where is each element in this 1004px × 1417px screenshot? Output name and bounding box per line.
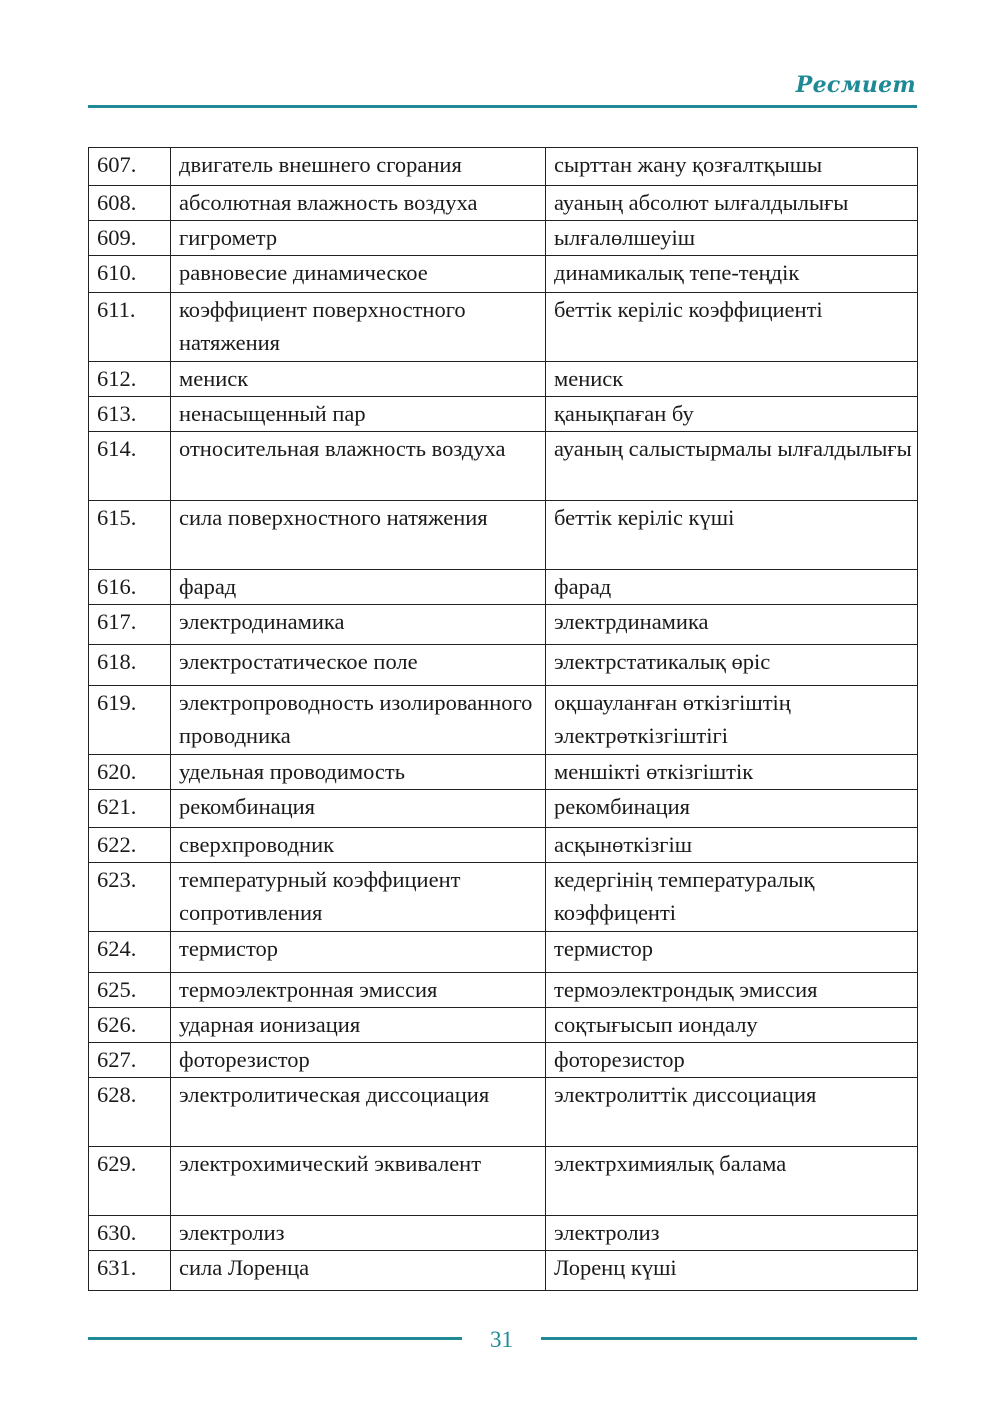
term-number: 627. [89,1043,171,1078]
table-row [89,686,918,755]
term-number: 619. [89,686,171,755]
term-kazakh: электрстатикалық өріс [546,645,918,686]
footer-divider-right [541,1337,917,1340]
term-russian: электролиз [171,1216,546,1251]
term-number: 617. [89,605,171,645]
term-kazakh: фоторезистор [546,1043,918,1078]
term-kazakh: кедергінің температуралық коэффиценті [546,863,918,932]
term-number: 613. [89,397,171,432]
term-russian: сила поверхностного натяжения [171,501,546,570]
table-row [89,1147,918,1216]
term-russian: ударная ионизация [171,1008,546,1043]
term-kazakh: мениск [546,362,918,397]
table-row [89,293,918,362]
table-row [89,148,918,186]
term-number: 631. [89,1251,171,1291]
table-row [89,570,918,605]
term-kazakh: меншікті өткізгіштік [546,755,918,790]
table-row [89,221,918,256]
table-row [89,755,918,790]
term-number: 612. [89,362,171,397]
glossary-table [88,147,918,1291]
term-russian: электростатическое поле [171,645,546,686]
term-russian: гигрометр [171,221,546,256]
table-row [89,362,918,397]
term-kazakh: сырттан жану қозғалтқышы [546,148,918,186]
term-russian: равновесие динамическое [171,256,546,293]
term-kazakh: электролиз [546,1216,918,1251]
table-row [89,1216,918,1251]
term-number: 628. [89,1078,171,1147]
term-number: 630. [89,1216,171,1251]
term-russian: удельная проводимость [171,755,546,790]
term-number: 615. [89,501,171,570]
table-row [89,501,918,570]
term-kazakh: термоэлектрондық эмиссия [546,973,918,1008]
table-row [89,790,918,828]
term-number: 629. [89,1147,171,1216]
term-kazakh: электролиттік диссоциация [546,1078,918,1147]
footer-divider-left [88,1337,462,1340]
term-kazakh: электрдинамика [546,605,918,645]
term-number: 614. [89,432,171,501]
table-row [89,1251,918,1291]
term-kazakh: ауаның абсолют ылғалдылығы [546,186,918,221]
term-number: 608. [89,186,171,221]
term-russian: электродинамика [171,605,546,645]
term-kazakh: Лоренц күші [546,1251,918,1291]
term-russian: фарад [171,570,546,605]
term-russian: фоторезистор [171,1043,546,1078]
table-row [89,863,918,932]
term-kazakh: оқшауланған өткізгіштің электрөткізгіштігі [546,686,918,755]
table-row [89,186,918,221]
term-number: 618. [89,645,171,686]
term-russian: электропроводность изолированного проводника [171,686,546,755]
term-kazakh: динамикалық тепе-теңдік [546,256,918,293]
term-russian: относительная влажность воздуха [171,432,546,501]
term-russian: мениск [171,362,546,397]
term-russian: электролитическая диссоциация [171,1078,546,1147]
header-title: Ресмиет [795,72,916,98]
term-kazakh: ауаның салыстырмалы ылғалдылығы [546,432,918,501]
table-row [89,645,918,686]
table-row [89,1043,918,1078]
term-kazakh: соқтығысып иондалу [546,1008,918,1043]
term-kazakh: ылғалөлшеуіш [546,221,918,256]
term-kazakh: беттік керіліс күші [546,501,918,570]
term-russian: абсолютная влажность воздуха [171,186,546,221]
term-kazakh: электрхимиялық балама [546,1147,918,1216]
term-russian: коэффициент поверхностного натяжения [171,293,546,362]
term-kazakh: рекомбинация [546,790,918,828]
term-number: 621. [89,790,171,828]
table-row [89,432,918,501]
term-number: 620. [89,755,171,790]
page-number: 31 [490,1327,513,1352]
term-number: 624. [89,932,171,973]
table-row [89,397,918,432]
term-number: 610. [89,256,171,293]
term-russian: ненасыщенный пар [171,397,546,432]
table-row [89,256,918,293]
term-russian: сила Лоренца [171,1251,546,1291]
term-russian: двигатель внешнего сгорания [171,148,546,186]
table-row [89,1008,918,1043]
table-row [89,1078,918,1147]
glossary-table-body [89,148,918,1291]
term-kazakh: қанықпаған бу [546,397,918,432]
header-divider [88,105,917,108]
term-russian: сверхпроводник [171,828,546,863]
term-number: 609. [89,221,171,256]
term-kazakh: термистор [546,932,918,973]
term-russian: рекомбинация [171,790,546,828]
term-russian: температурный коэффициент сопротивления [171,863,546,932]
table-row [89,932,918,973]
term-number: 623. [89,863,171,932]
term-kazakh: фарад [546,570,918,605]
term-kazakh: асқынөткізгіш [546,828,918,863]
term-kazakh: беттік керіліс коэффициенті [546,293,918,362]
term-russian: электрохимический эквивалент [171,1147,546,1216]
term-russian: термоэлектронная эмиссия [171,973,546,1008]
table-row [89,828,918,863]
term-number: 622. [89,828,171,863]
term-number: 616. [89,570,171,605]
term-russian: термистор [171,932,546,973]
term-number: 607. [89,148,171,186]
term-number: 611. [89,293,171,362]
term-number: 625. [89,973,171,1008]
table-row [89,605,918,645]
term-number: 626. [89,1008,171,1043]
table-row [89,973,918,1008]
